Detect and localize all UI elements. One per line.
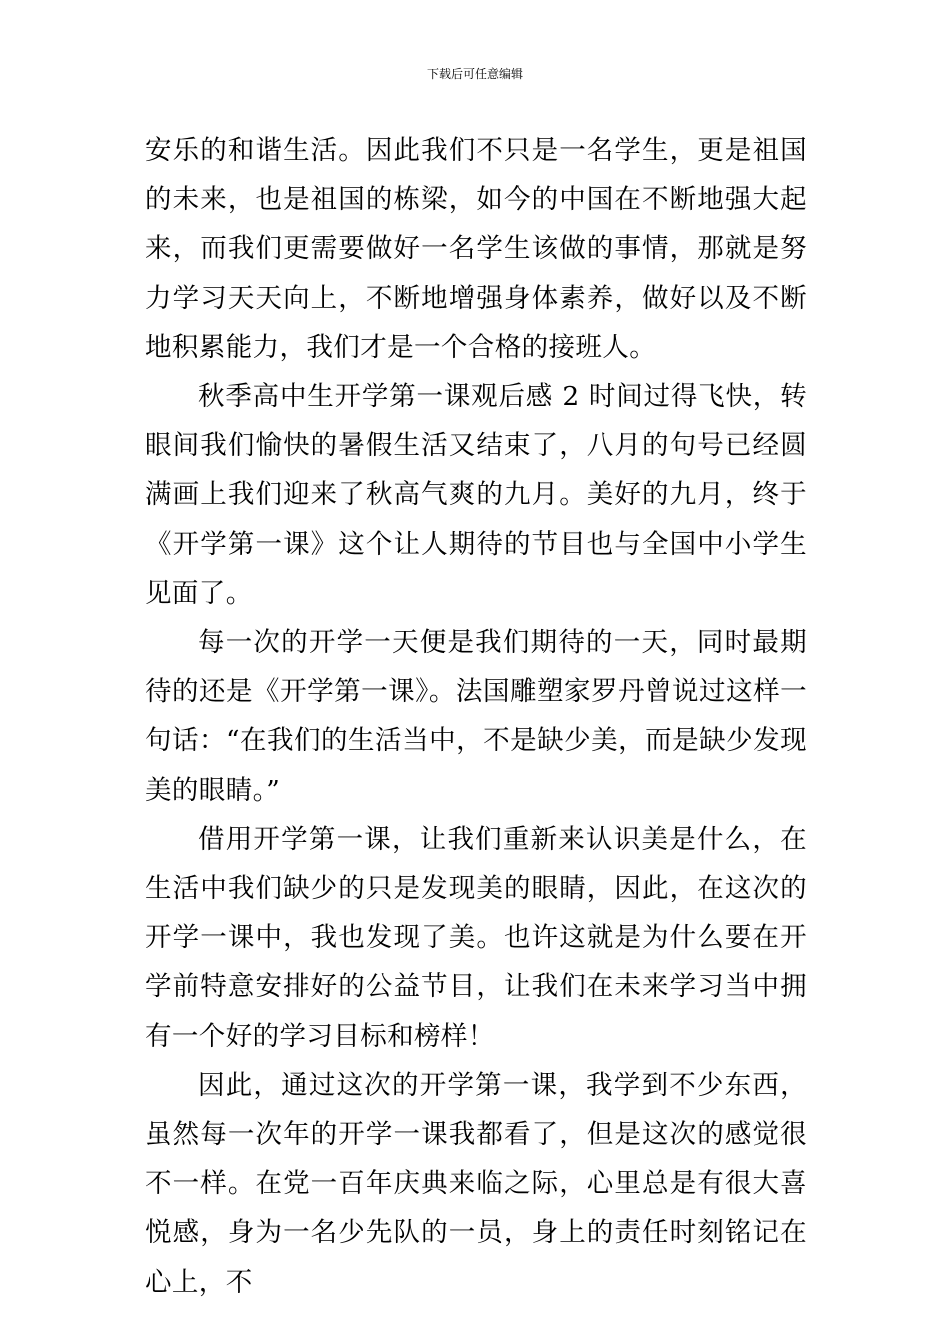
page-header: 下载后可任意编辑	[426, 67, 523, 81]
paragraph: 每一次的开学一天便是我们期待的一天，同时最期待的还是《开学第一课》。法国雕塑家罗丹曾说过这样一句话：“在我们的生活当中，不是缺少美，而是缺少发现美的眼睛。”	[145, 627, 807, 806]
document-body	[145, 126, 807, 1307]
paragraph: 因此，通过这次的开学第一课，我学到不少东西，虽然每一次年的开学一课我都看了，但是这次的感觉很不一样。在党一百年庆典来临之际，心里总是有很大喜悦感，身为一名少先队的一员，身上的责任时刻铭记在心上，不	[145, 1069, 807, 1298]
paragraph-continuation: 安乐的和谐生活。因此我们不只是一名学生，更是祖国的未来，也是祖国的栋梁，如今的中国在不断地强大起来，而我们更需要做好一名学生该做的事情，那就是努力学习天天向上，不断地增强身体素养，做好以及不断地积累能力，我们才是一个合格的接班人。	[145, 135, 807, 363]
paragraph: 借用开学第一课，让我们重新来认识美是什么，在生活中我们缺少的只是发现美的眼睛，因此，在这次的开学一课中，我也发现了美。也许这就是为什么要在开学前特意安排好的公益节目，让我们在未来学习当中拥有一个好的学习目标和榜样！	[145, 823, 807, 1052]
paragraph: 秋季高中生开学第一课观后感 2 时间过得飞快，转眼间我们愉快的暑假生活又结束了，八月的句号已经圆满画上我们迎来了秋高气爽的九月。美好的九月，终于《开学第一课》这个让人期待的节目也与全国中小学生见面了。	[145, 381, 807, 609]
